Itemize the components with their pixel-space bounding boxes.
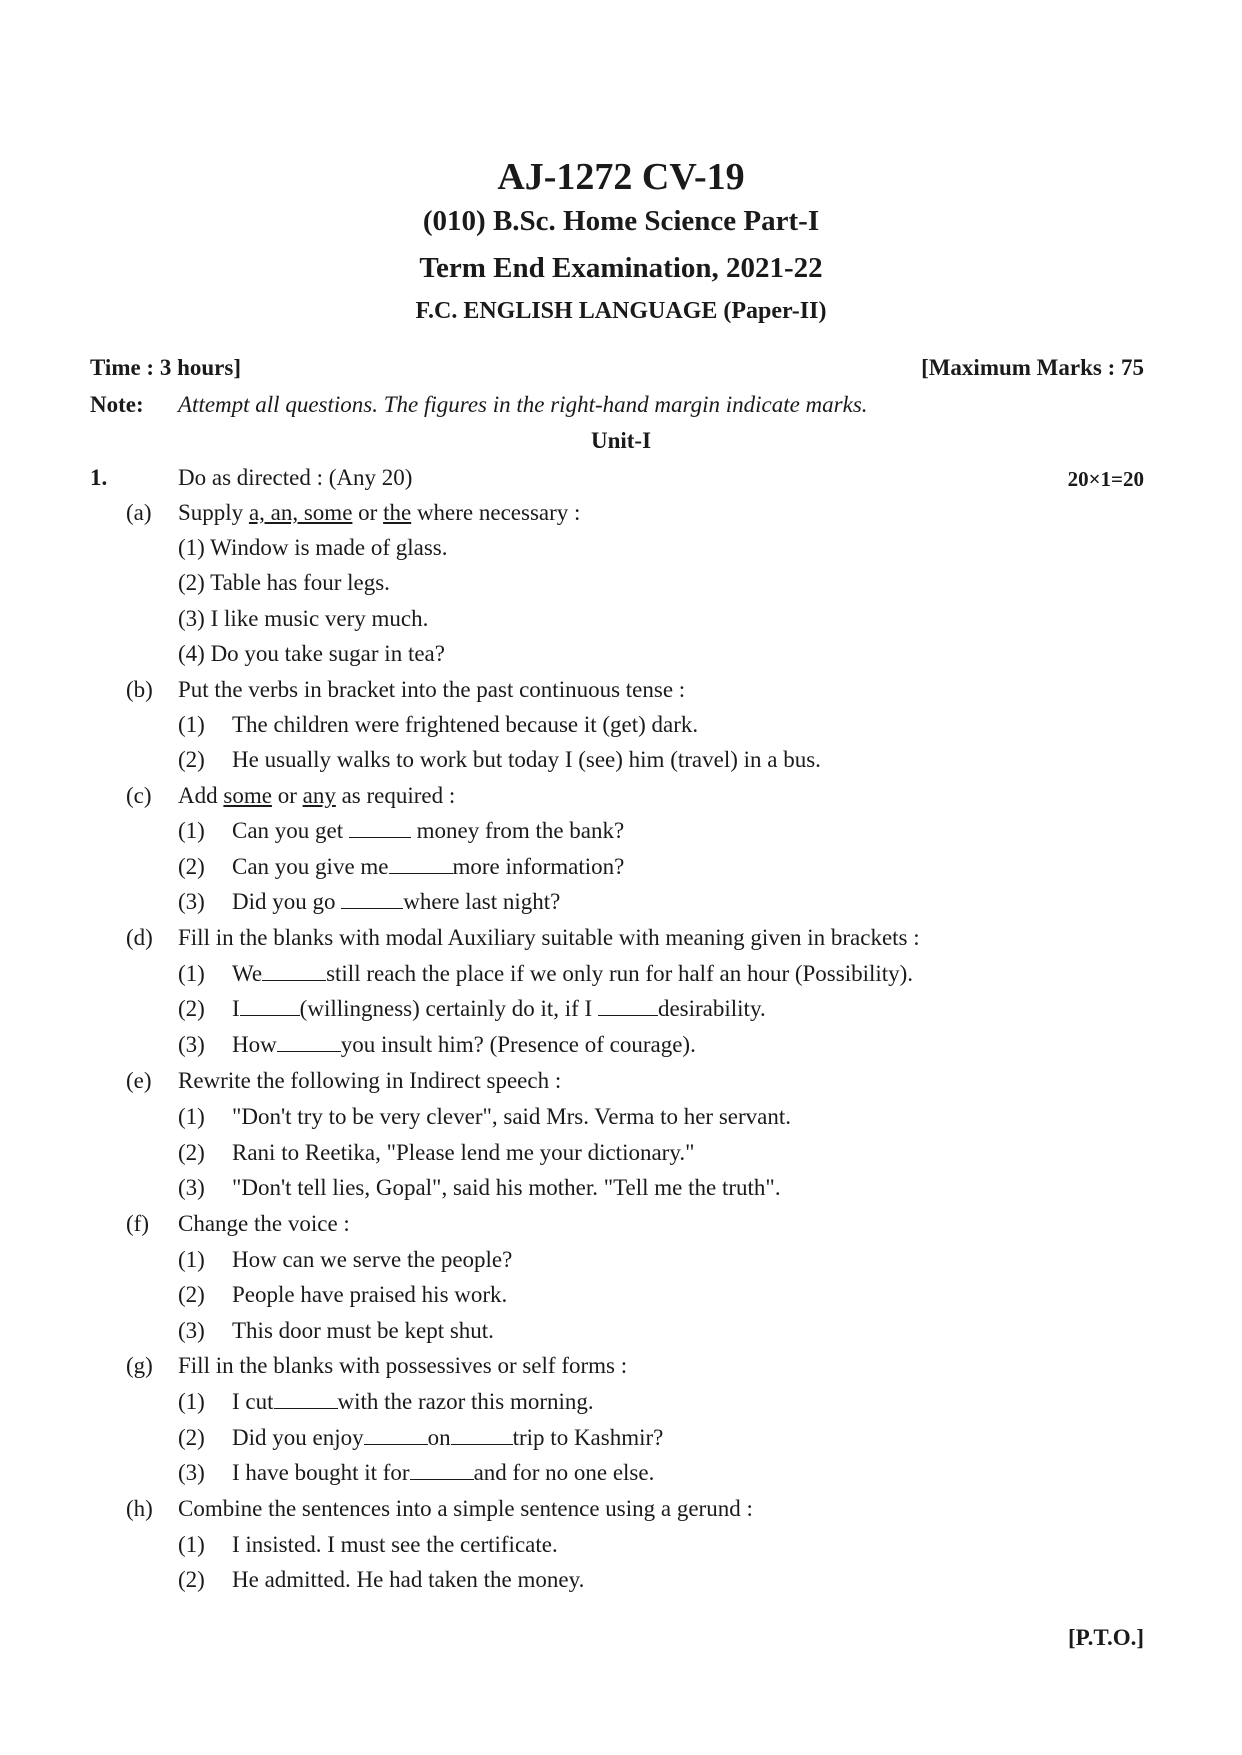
- answer-blank: [262, 979, 326, 981]
- part-d-label: (d): [126, 925, 153, 950]
- part-g-label: (g): [126, 1353, 153, 1378]
- list-item: (2) He admitted. He had taken the money.: [178, 1567, 585, 1592]
- answer-blank: [410, 1478, 474, 1480]
- exam-title: Term End Examination, 2021-22: [419, 252, 823, 284]
- answer-blank: [349, 836, 411, 838]
- list-item: (1) How can we serve the people?: [178, 1247, 513, 1272]
- part-e-instruction: Rewrite the following in Indirect speech :: [178, 1068, 562, 1093]
- part-a-label: (a): [126, 500, 152, 525]
- list-item: (2) People have praised his work.: [178, 1282, 508, 1307]
- list-item: (1) The children were frightened because it (get) dark.: [178, 712, 699, 737]
- answer-blank: [451, 1443, 513, 1445]
- list-item: (3) I like music very much.: [178, 606, 429, 631]
- part-b-label: (b): [126, 677, 153, 702]
- list-item: (3) How you insult him? (Presence of courage).: [178, 1032, 696, 1057]
- max-marks-label: [Maximum Marks : 75: [921, 355, 1144, 380]
- part-f-label: (f): [126, 1211, 149, 1236]
- question-marks: 20×1=20: [1067, 467, 1144, 491]
- list-item: (1) "Don't try to be very clever", said Mrs. Verma to her servant.: [178, 1104, 792, 1129]
- paper-code: AJ-1272 CV-19: [497, 156, 745, 198]
- part-e-label: (e): [126, 1068, 152, 1093]
- paper-title: F.C. ENGLISH LANGUAGE (Paper-II): [415, 298, 827, 324]
- list-item: (2) Rani to Reetika, "Please lend me your dictionary.": [178, 1140, 695, 1165]
- note-text: Attempt all questions. The figures in the right-hand margin indicate marks.: [178, 392, 868, 417]
- time-label: Time : 3 hours]: [90, 355, 241, 380]
- part-h-instruction: Combine the sentences into a simple sentence using a gerund :: [178, 1496, 753, 1521]
- list-item: (2) Can you give me more information?: [178, 854, 625, 879]
- answer-blank: [341, 907, 403, 909]
- list-item: (1) I cut with the razor this morning.: [178, 1389, 594, 1414]
- list-item: (1) I insisted. I must see the certificate.: [178, 1532, 558, 1557]
- list-item: (3) This door must be kept shut.: [178, 1318, 494, 1343]
- part-c-instruction: Add some or any as required :: [178, 783, 456, 808]
- question-number: 1.: [90, 465, 108, 490]
- answer-blank: [389, 872, 453, 874]
- unit-heading: Unit-I: [590, 428, 652, 453]
- part-d-instruction: Fill in the blanks with modal Auxiliary suitable with meaning given in brackets :: [178, 925, 920, 950]
- list-item: (3) I have bought it for and for no one else.: [178, 1460, 655, 1485]
- note-label: Note:: [90, 392, 144, 417]
- list-item: (1) Can you get money from the bank?: [178, 818, 625, 843]
- list-item: (2) Did you enjoy on trip to Kashmir?: [178, 1425, 664, 1450]
- answer-blank: [277, 1050, 341, 1052]
- list-item: (1) We still reach the place if we only run for half an hour (Possibility).: [178, 961, 914, 986]
- list-item: (2) Table has four legs.: [178, 570, 390, 595]
- part-a-instruction: Supply a, an, some or the where necessary :: [178, 500, 581, 525]
- part-g-instruction: Fill in the blanks with possessives or self forms :: [178, 1353, 628, 1378]
- list-item: (2) I (willingness) certainly do it, if I desirability.: [178, 996, 766, 1021]
- question-instruction: Do as directed : (Any 20): [178, 465, 413, 490]
- part-c-label: (c): [126, 783, 152, 808]
- answer-blank: [274, 1407, 338, 1409]
- answer-blank: [364, 1443, 428, 1445]
- list-item: (2) He usually walks to work but today I (see) him (travel) in a bus.: [178, 747, 821, 772]
- list-item: (3) Did you go where last night?: [178, 889, 561, 914]
- part-f-instruction: Change the voice :: [178, 1211, 350, 1236]
- answer-blank: [240, 1014, 300, 1016]
- part-h-label: (h): [126, 1496, 153, 1521]
- answer-blank: [598, 1014, 658, 1016]
- pto-label: [P.T.O.]: [1067, 1625, 1144, 1650]
- list-item: (3) "Don't tell lies, Gopal", said his mother. "Tell me the truth".: [178, 1175, 781, 1200]
- course-title: (010) B.Sc. Home Science Part-I: [422, 205, 820, 237]
- list-item: (1) Window is made of glass.: [178, 535, 448, 560]
- part-b-instruction: Put the verbs in bracket into the past continuous tense :: [178, 677, 686, 702]
- list-item: (4) Do you take sugar in tea?: [178, 641, 445, 666]
